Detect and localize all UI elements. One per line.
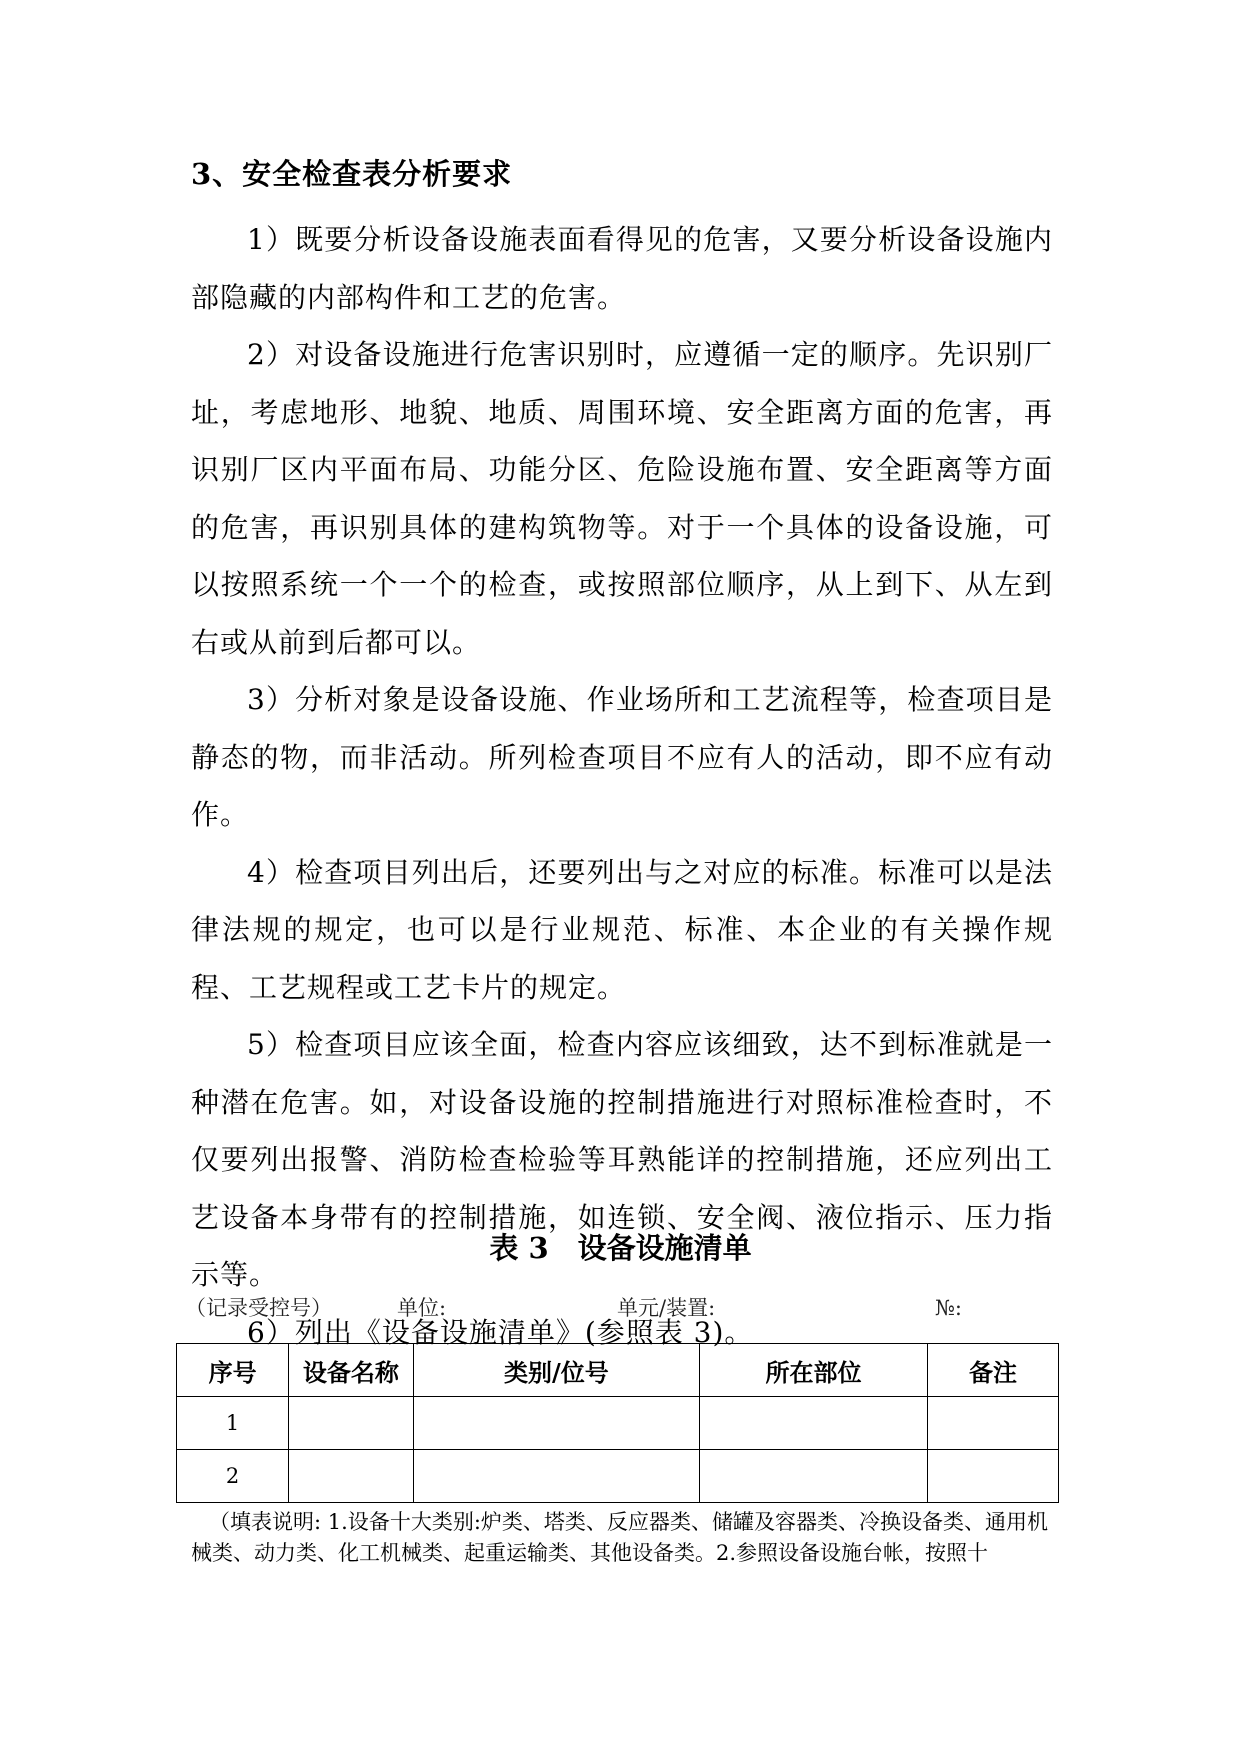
paragraph-3: 3）分析对象是设备设施、作业场所和工艺流程等，检查项目是静态的物，而非活动。所列检查项目不应有人的活动，即不应有动作。 xyxy=(191,683,1053,831)
paragraph-6: 6）列出《设备设施清单》(参照表 3)。 xyxy=(247,1315,754,1349)
table-cell xyxy=(700,1397,928,1450)
paragraph-2: 2）对设备设施进行危害识别时，应遵循一定的顺序。先识别厂址，考虑地形、地貌、地质、周围环境、安全距离方面的危害，再识别厂区内平面布局、功能分区、危险设施布置、安全距离等方面的危害，再识别具体的建构筑物等。对于一个具体的设备设施，可以按照系统一个一个的检查，或按照部位顺序，从上到下、从左到右或从前到后都可以。 xyxy=(191,338,1053,659)
header-equipment-name: 设备名称 xyxy=(289,1344,413,1397)
table-cell xyxy=(927,1397,1058,1450)
table-cell: 1 xyxy=(177,1397,289,1450)
table-cell xyxy=(413,1397,700,1450)
paragraph-5: 5）检查项目应该全面，检查内容应该细致，达不到标准就是一种潜在危害。如，对设备设施的控制措施进行对照标准检查时，不仅要列出报警、消防检查检验等耳熟能详的控制措施，还应列出工艺设备本身带有的控制措施，如连锁、安全阀、液位指示、压力指示等。 xyxy=(191,1028,1053,1291)
table-row xyxy=(177,1450,1059,1503)
header-category-tag: 类别/位号 xyxy=(413,1344,700,1397)
header-location: 所在部位 xyxy=(700,1344,928,1397)
table-cell xyxy=(289,1450,413,1503)
table-title: 表 3 设备设施清单 xyxy=(489,1231,752,1265)
table-cell xyxy=(700,1450,928,1503)
table-row xyxy=(177,1397,1059,1450)
table-note xyxy=(191,1507,1048,1569)
number-label: №: xyxy=(935,1296,962,1320)
body-text xyxy=(191,211,1053,1361)
table-cell xyxy=(413,1450,700,1503)
paragraph-1: 1）既要分析设备设施表面看得见的危害，又要分析设备设施内部隐藏的内部构件和工艺的危害。 xyxy=(191,223,1053,314)
table-cell xyxy=(289,1397,413,1450)
header-index: 序号 xyxy=(177,1344,289,1397)
record-control-number-label: （记录受控号） xyxy=(185,1296,332,1320)
equipment-table xyxy=(176,1343,1059,1503)
device-label: 单元/装置: xyxy=(617,1296,716,1320)
header-remarks: 备注 xyxy=(927,1344,1058,1397)
paragraph-4: 4）检查项目列出后，还要列出与之对应的标准。标准可以是法律法规的规定，也可以是行业规范、标准、本企业的有关操作规程、工艺规程或工艺卡片的规定。 xyxy=(191,855,1053,1004)
table-header-row xyxy=(177,1344,1059,1397)
unit-label: 单位: xyxy=(397,1296,447,1320)
section-heading: 3、安全检查表分析要求 xyxy=(191,157,513,191)
table-cell: 2 xyxy=(177,1450,289,1503)
note-text: （填表说明: 1.设备十大类别:炉类、塔类、反应器类、储罐及容器类、冷换设备类、通用机械类、动力类、化工机械类、起重运输类、其他设备类。2.参照设备设施台帐，按照十 xyxy=(191,1510,1048,1565)
table-cell xyxy=(927,1450,1058,1503)
